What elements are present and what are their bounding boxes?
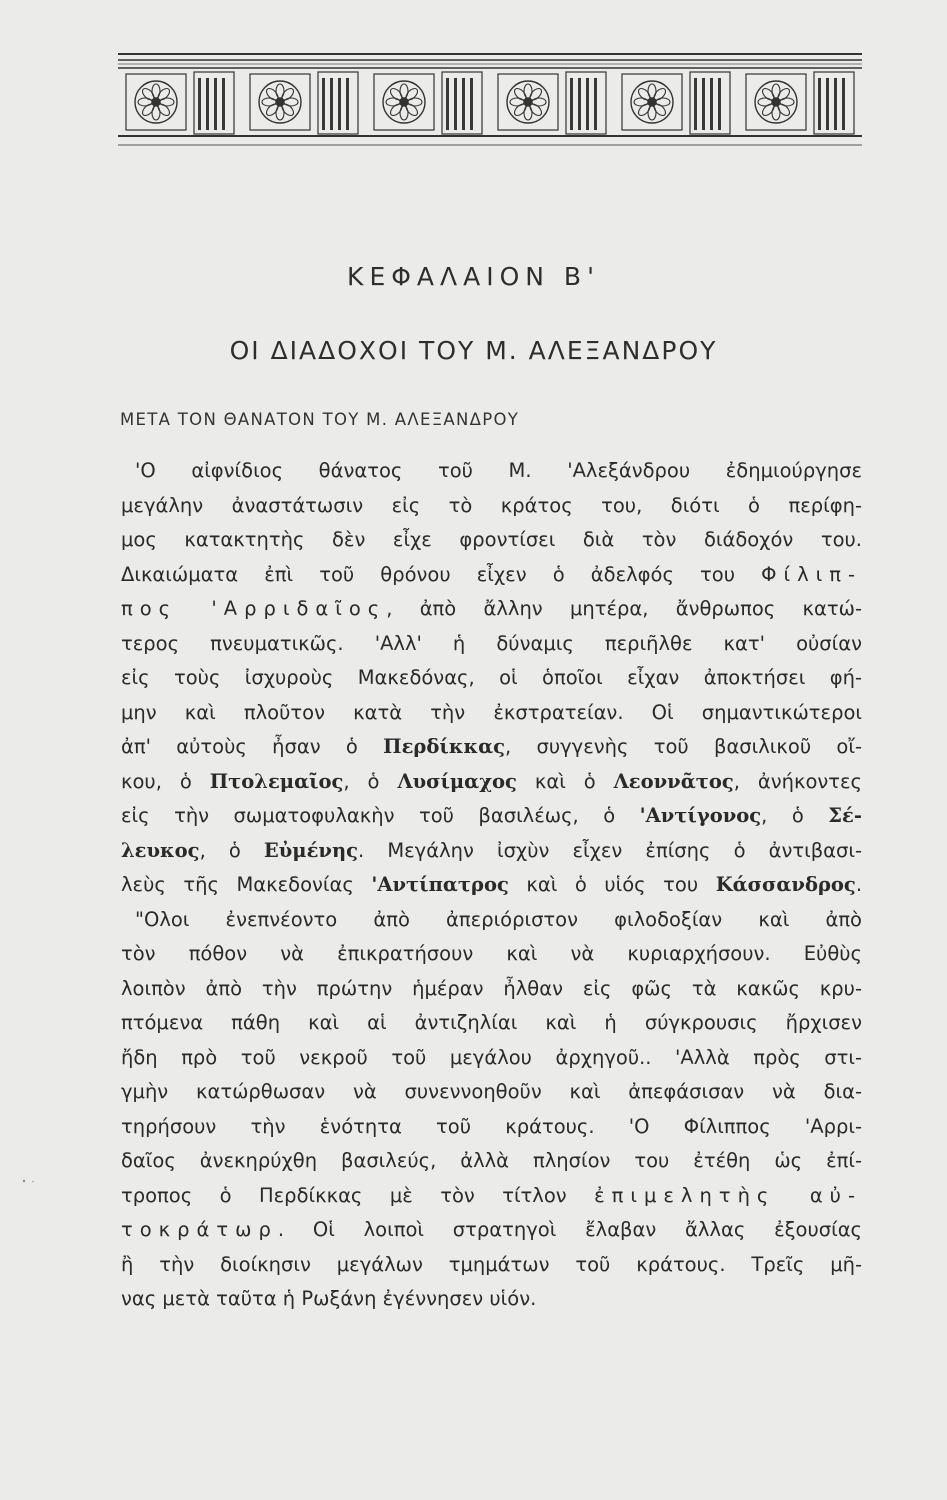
fluted-panel-ornament bbox=[318, 72, 358, 134]
text-line: εἰς τὴν σωματοφυλακὴν τοῦ βασιλέως, ὁ 'Αντίγονος, ὁ Σέ- bbox=[121, 804, 862, 827]
chapter-title: ΟΙ ΔΙΑΔΟΧΟΙ ΤΟΥ Μ. ΑΛΕΞΑΝΔΡΟΥ bbox=[229, 336, 718, 365]
text-line: λευκος, ὁ Εὐμένης. Μεγάλην ἰσχὺν εἶχεν ἐπίσης ὁ ἀντιβασι- bbox=[121, 838, 862, 862]
rosette-ornament bbox=[755, 81, 797, 123]
scan-speck bbox=[22, 1178, 36, 1184]
text-line: "Ολοι ἐνεπνέοντο ἀπὸ ἀπεριόριστον φιλοδοξίαν καὶ ἀπὸ bbox=[135, 907, 862, 931]
ornamental-frieze-header bbox=[118, 50, 862, 150]
text-line: τοκράτωρ. Οἱ λοιποὶ στρατηγοὶ ἔλαβαν ἄλλας ἐξουσίας bbox=[121, 1218, 862, 1241]
section-subheading: ΜΕΤΑ ΤΟΝ ΘΑΝΑΤΟΝ ΤΟΥ Μ. ΑΛΕΞΑΝΔΡΟΥ bbox=[120, 410, 520, 429]
name-seleukos: Σέ- bbox=[828, 804, 862, 827]
text-line: μην καὶ πλοῦτον κατὰ τὴν ἐκστρατείαν. Οἱ σημαντικώτεροι bbox=[121, 700, 862, 724]
name-kassandros: Κάσσανδρος bbox=[715, 873, 856, 896]
name-seleukos-cont: λευκος bbox=[121, 838, 200, 862]
text-line: εἰς τοὺς ἰσχυροὺς Μακεδόνας, οἱ ὁποῖοι εἶχαν ἀποκτήσει φή- bbox=[121, 666, 862, 689]
fluted-panel-ornament bbox=[690, 72, 730, 134]
text-line: πτόμενα πάθη καὶ αἱ ἀντιζηλίαι καὶ ἡ σύγκρουσις ἤρχισεν bbox=[121, 1011, 862, 1034]
rosette-ornament bbox=[383, 81, 425, 123]
rosette-ornament bbox=[135, 81, 177, 123]
spaced-title: ἐπιμελητὴς αὐ- bbox=[594, 1183, 862, 1207]
spaced-title: τοκράτωρ bbox=[121, 1218, 278, 1241]
text-line: τερος πνευματικῶς. 'Αλλ' ἡ δύναμις περιῆλθε κατ' οὐσίαν bbox=[121, 631, 862, 655]
name-perdikkas: Περδίκκας bbox=[383, 735, 505, 758]
text-line: ἀπ' αὐτοὺς ἦσαν ὁ Περδίκκας, συγγενὴς τοῦ βασιλικοῦ οἴ- bbox=[121, 735, 862, 758]
fluted-panel-ornament bbox=[194, 72, 234, 134]
name-antigonos: 'Αντίγονος bbox=[639, 804, 762, 827]
fluted-panel-ornament bbox=[442, 72, 482, 134]
fluted-panel-ornament bbox=[566, 72, 606, 134]
rosette-ornament bbox=[259, 81, 301, 123]
name-eumenes: Εὐμένης bbox=[263, 838, 359, 862]
text-line: 'Ο αἰφνίδιος θάνατος τοῦ Μ. 'Αλεξάνδρου ἐδημιούργησε bbox=[135, 459, 862, 482]
text-line: μος κατακτητὴς δὲν εἶχε φροντίσει διὰ τὸν διάδοχόν του. bbox=[121, 528, 862, 551]
text-line: γμὴν κατώρθωσαν νὰ συνεννοηθοῦν καὶ ἀπεφάσισαν νὰ δια- bbox=[121, 1080, 862, 1103]
text-line: λεὺς τῆς Μακεδονίας 'Αντίπατρος καὶ ὁ υἱός του Κάσσανδρος. bbox=[121, 873, 862, 896]
text-line: τροπος ὁ Περδίκκας μὲ τὸν τίτλον ἐπιμελητὴς αὐ- bbox=[121, 1183, 862, 1207]
text-line: δαῖος ἀνεκηρύχθη βασιλεύς, ἀλλὰ πλησίον του ἐτέθη ὡς ἐπί- bbox=[121, 1149, 862, 1172]
text-line: ἤδη πρὸ τοῦ νεκροῦ τοῦ μεγάλου ἀρχηγοῦ.. 'Αλλὰ πρὸς στι- bbox=[121, 1045, 862, 1069]
name-leonnatos: Λεοννᾶτος bbox=[613, 769, 734, 793]
spaced-name: πος 'Αρριδαῖος bbox=[121, 597, 387, 620]
name-ptolemaios: Πτολεμαῖος bbox=[209, 769, 344, 793]
text-line: μεγάλην ἀναστάτωσιν εἰς τὸ κράτος του, διότι ὁ περίφη- bbox=[121, 493, 862, 517]
body-text bbox=[121, 454, 862, 1317]
name-lysimachos: Λυσίμαχος bbox=[397, 769, 517, 793]
text-line: ἢ τὴν διοίκησιν μεγάλων τμημάτων τοῦ κράτους. Τρεῖς μῆ- bbox=[121, 1252, 862, 1276]
chapter-heading: ΚΕΦΑΛΑΙΟΝ Β' bbox=[347, 262, 600, 291]
text-line: λοιπὸν ἀπὸ τὴν πρώτην ἡμέραν ἦλθαν εἰς φῶς τὰ κακῶς κρυ- bbox=[121, 976, 862, 1000]
name-antipatros: 'Αντίπατρος bbox=[371, 873, 509, 896]
text-line: πος 'Αρριδαῖος, ἀπὸ ἄλλην μητέρα, ἄνθρωπος κατώ- bbox=[121, 597, 862, 620]
text-line: κου, ὁ Πτολεμαῖος, ὁ Λυσίμαχος καὶ ὁ Λεοννᾶτος, ἀνήκοντες bbox=[121, 769, 862, 793]
fluted-panel-ornament bbox=[814, 72, 854, 134]
text-line: Δικαιώματα ἐπὶ τοῦ θρόνου εἶχεν ὁ ἀδελφός του Φίλιπ- bbox=[121, 562, 862, 586]
text-line: τηρήσουν τὴν ἑνότητα τοῦ κράτους. 'Ο Φίλιππος 'Αρρι- bbox=[121, 1114, 862, 1138]
text-line: νας μετὰ ταῦτα ἡ Ρωξάνη ἐγέννησεν υἱόν. bbox=[121, 1287, 537, 1310]
rosette-ornament bbox=[631, 81, 673, 123]
spaced-name: Φίλιπ- bbox=[761, 562, 862, 586]
text-line: τὸν πόθον νὰ ἐπικρατήσουν καὶ νὰ κυριαρχήσουν. Εὐθὺς bbox=[121, 942, 862, 965]
rosette-ornament bbox=[507, 81, 549, 123]
